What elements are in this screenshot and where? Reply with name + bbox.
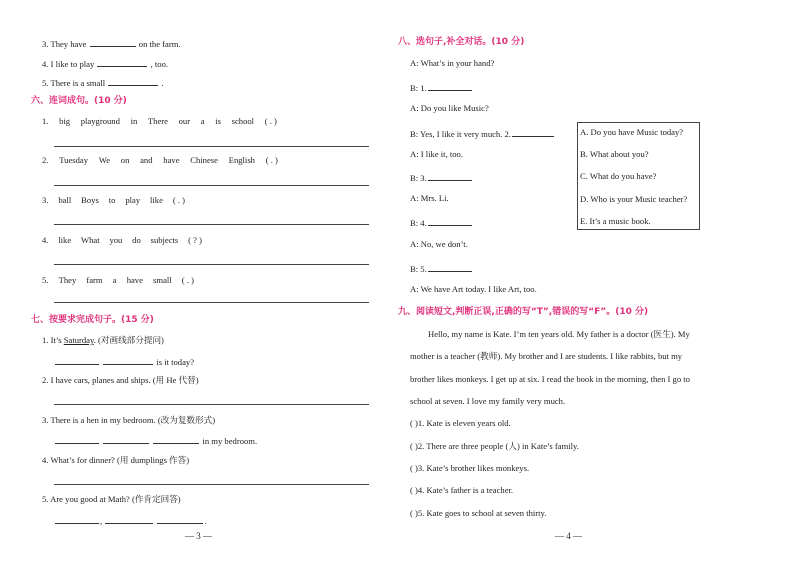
word: on bbox=[120, 155, 130, 165]
word: subjects bbox=[150, 235, 179, 245]
question-instruction: . (对画线部分提问) bbox=[93, 335, 164, 345]
answer-line[interactable] bbox=[54, 185, 369, 186]
dialogue-line-5: A: I like it, too. bbox=[410, 149, 463, 159]
transform-item-5: 5. Are you good at Math? (作肯定回答) bbox=[42, 494, 181, 504]
option-a: A. Do you have Music today? bbox=[580, 127, 684, 137]
fill-blank[interactable] bbox=[90, 37, 136, 47]
passage-line-1: Hello, my name is Kate. I’m ten years old. My father is a doctor (医生). My bbox=[428, 329, 690, 339]
word: play bbox=[125, 195, 141, 205]
dialogue-line-9: A: No, we don’t. bbox=[410, 239, 468, 249]
word: like bbox=[150, 195, 163, 205]
word: big bbox=[59, 116, 71, 126]
tf-item-3[interactable]: ( )3. Kate’s brother likes monkeys. bbox=[410, 463, 530, 473]
word: Tuesday bbox=[59, 155, 89, 165]
word: school bbox=[231, 116, 255, 126]
answer-blank[interactable] bbox=[103, 355, 153, 365]
tf-item-1[interactable]: ( )1. Kate is eleven years old. bbox=[410, 418, 511, 428]
question-text: 1. It’s bbox=[42, 335, 64, 345]
answer-line[interactable] bbox=[54, 484, 369, 485]
option-d: D. Who is your Music teacher? bbox=[580, 194, 688, 204]
word: ( . ) bbox=[181, 275, 194, 285]
transform-item-3: 3. There is a hen in my bedroom. (改为复数形式) bbox=[42, 415, 216, 425]
dialogue-text: B: Yes, I like it very much. 2. bbox=[410, 129, 511, 139]
item-number: 4. bbox=[42, 235, 49, 245]
page-number: — 4 — bbox=[555, 531, 582, 541]
dialogue-line-11: A: We have Art today. I like Art, too. bbox=[410, 284, 537, 294]
answer-blank[interactable] bbox=[55, 434, 99, 444]
answer-blank[interactable] bbox=[55, 355, 99, 365]
tf-item-4[interactable]: ( )4. Kate’s father is a teacher. bbox=[410, 485, 514, 495]
dialogue-line-3: A: Do you like Music? bbox=[410, 103, 489, 113]
fill-item-5-tail: . bbox=[161, 78, 164, 88]
word: and bbox=[140, 155, 153, 165]
answer-line[interactable] bbox=[54, 302, 369, 303]
answer-blank[interactable] bbox=[428, 216, 472, 226]
comma: , bbox=[100, 516, 103, 526]
word: ball bbox=[58, 195, 72, 205]
word: a bbox=[200, 116, 205, 126]
reorder-item-4 bbox=[42, 235, 202, 246]
answer-blank[interactable] bbox=[428, 81, 472, 91]
option-b: B. What about you? bbox=[580, 149, 649, 159]
word: to bbox=[108, 195, 116, 205]
dialogue-line-6 bbox=[410, 171, 473, 184]
section-7-heading: 七、按要求完成句子。(15 分) bbox=[31, 315, 154, 325]
transform-item-3-answer bbox=[54, 434, 257, 447]
dialogue-line-7: A: Mrs. Li. bbox=[410, 193, 449, 203]
answer-tail: in my bedroom. bbox=[202, 436, 258, 446]
answer-line[interactable] bbox=[54, 146, 369, 147]
word: like bbox=[58, 235, 72, 245]
item-number: 2. bbox=[42, 155, 49, 165]
transform-item-2: 2. I have cars, planes and ships. (用 He 代替) bbox=[42, 375, 199, 385]
word: have bbox=[163, 155, 180, 165]
word: Chinese bbox=[190, 155, 218, 165]
options-box bbox=[577, 122, 700, 230]
word: ( . ) bbox=[264, 116, 277, 126]
page-number: — 3 — bbox=[185, 531, 212, 541]
answer-blank[interactable] bbox=[428, 262, 472, 272]
dialogue-text: B: 1. bbox=[410, 83, 427, 93]
fill-item-5-text: 5. There is a small bbox=[42, 78, 106, 88]
tf-item-2[interactable]: ( )2. There are three people (人) in Kate’s family. bbox=[410, 441, 579, 451]
reorder-item-3 bbox=[42, 195, 185, 206]
word: playground bbox=[80, 116, 120, 126]
word: farm bbox=[86, 275, 103, 285]
item-number: 3. bbox=[42, 195, 49, 205]
fill-item-3-tail: on the farm. bbox=[138, 39, 181, 49]
section-9-heading: 九、阅读短文,判断正误,正确的写“T”,错误的写“F”。(10 分) bbox=[398, 307, 649, 317]
fill-item-4-text: 4. I like to play bbox=[42, 59, 95, 69]
option-e: E. It’s a music book. bbox=[580, 216, 651, 226]
underlined-word: Saturday bbox=[63, 335, 94, 345]
word: small bbox=[153, 275, 172, 285]
answer-blank[interactable] bbox=[512, 127, 554, 137]
dialogue-text: B: 4. bbox=[410, 218, 427, 228]
word: They bbox=[58, 275, 77, 285]
word: ( . ) bbox=[265, 155, 278, 165]
word: ( . ) bbox=[172, 195, 185, 205]
word: you bbox=[109, 235, 123, 245]
word: in bbox=[130, 116, 138, 126]
fill-item-3 bbox=[42, 37, 181, 50]
passage-line-4: school at seven. I love my family very much. bbox=[410, 396, 566, 406]
word: a bbox=[112, 275, 117, 285]
tf-item-5[interactable]: ( )5. Kate goes to school at seven thirty. bbox=[410, 508, 547, 518]
answer-blank[interactable] bbox=[105, 514, 153, 524]
transform-item-1-answer bbox=[54, 355, 194, 368]
answer-tail: is it today? bbox=[156, 357, 195, 367]
dialogue-line-2 bbox=[410, 81, 473, 94]
word: English bbox=[228, 155, 255, 165]
word: We bbox=[98, 155, 111, 165]
word: What bbox=[81, 235, 100, 245]
dialogue-line-8 bbox=[410, 216, 473, 229]
answer-blank[interactable] bbox=[103, 434, 149, 444]
item-number: 5. bbox=[42, 275, 49, 285]
dialogue-line-4 bbox=[410, 127, 555, 140]
section-8-heading: 八、选句子,补全对话。(10 分) bbox=[398, 37, 525, 47]
transform-item-1 bbox=[42, 335, 164, 346]
passage-line-3: brother likes monkeys. I get up at six. I read the book in the morning, then I go to bbox=[410, 374, 690, 384]
answer-blank[interactable] bbox=[153, 434, 199, 444]
word: have bbox=[126, 275, 143, 285]
reorder-item-2 bbox=[42, 155, 278, 166]
answer-line[interactable] bbox=[54, 224, 369, 225]
transform-item-4: 4. What’s for dinner? (用 dumplings 作答) bbox=[42, 455, 190, 465]
word: is bbox=[215, 116, 221, 126]
option-c: C. What do you have? bbox=[580, 171, 657, 181]
fill-item-5 bbox=[42, 76, 164, 89]
word: There bbox=[147, 116, 168, 126]
fill-blank[interactable] bbox=[97, 57, 147, 67]
transform-item-5-answer bbox=[54, 514, 207, 527]
fill-blank[interactable] bbox=[108, 76, 158, 86]
fill-item-4-tail: , too. bbox=[150, 59, 169, 69]
dialogue-line-10 bbox=[410, 262, 473, 275]
dialogue-line-1: A: What’s in your hand? bbox=[410, 58, 495, 68]
item-number: 1. bbox=[42, 116, 49, 126]
word: ( ? ) bbox=[188, 235, 202, 245]
answer-line[interactable] bbox=[54, 404, 369, 405]
answer-blank[interactable] bbox=[55, 514, 99, 524]
dialogue-text: B: 5. bbox=[410, 264, 427, 274]
answer-blank[interactable] bbox=[428, 171, 472, 181]
passage-line-2: mother is a teacher (教师). My brother and I are students. I like rabbits, but my bbox=[410, 351, 683, 361]
word: our bbox=[178, 116, 191, 126]
answer-blank[interactable] bbox=[157, 514, 203, 524]
word: Boys bbox=[81, 195, 99, 205]
answer-line[interactable] bbox=[54, 264, 369, 265]
word: do bbox=[132, 235, 141, 245]
period: . bbox=[204, 516, 207, 526]
fill-item-3-text: 3. They have bbox=[42, 39, 87, 49]
reorder-item-5 bbox=[42, 275, 194, 286]
reorder-item-1 bbox=[42, 116, 277, 127]
dialogue-text: B: 3. bbox=[410, 173, 427, 183]
fill-item-4 bbox=[42, 57, 168, 70]
section-6-heading: 六、连词成句。(10 分) bbox=[31, 96, 127, 106]
